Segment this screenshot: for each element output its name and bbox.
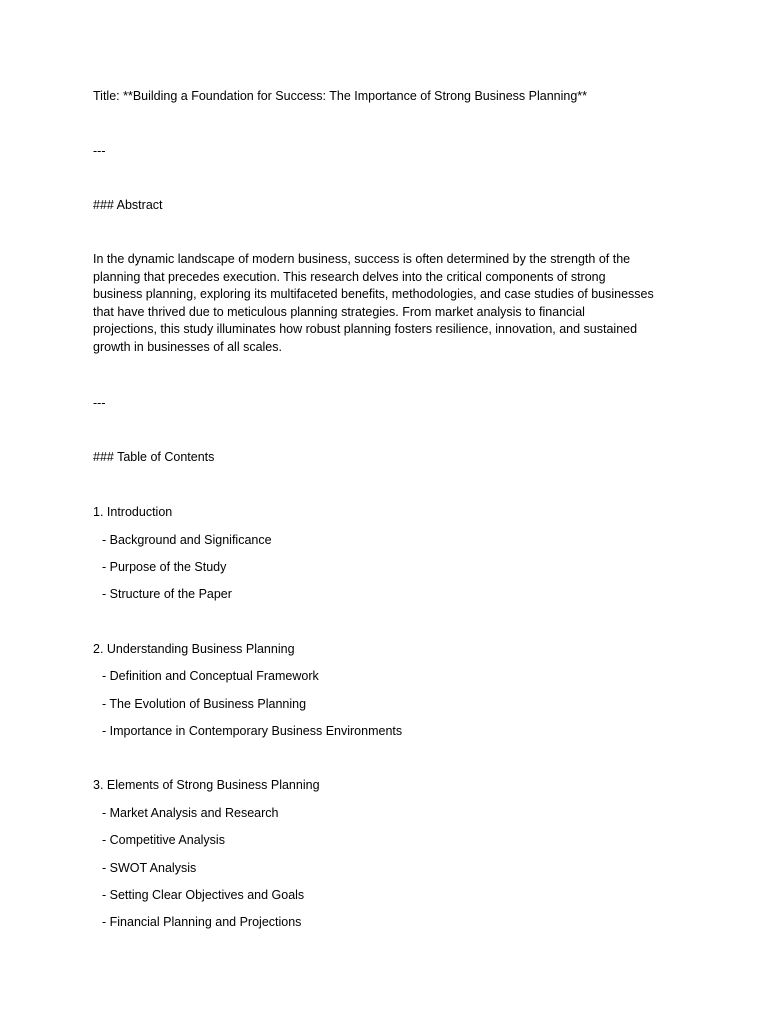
document-title: Title: **Building a Foundation for Success: The Importance of Strong Business Planning** <box>93 89 588 103</box>
toc-item: - SWOT Analysis <box>102 861 197 875</box>
abstract-heading: ### Abstract <box>93 198 163 212</box>
toc-item: - Background and Significance <box>102 533 272 547</box>
toc-section-heading: 2. Understanding Business Planning <box>93 642 295 656</box>
toc-item: - Definition and Conceptual Framework <box>102 669 319 683</box>
separator: --- <box>93 396 106 410</box>
toc-item: - Market Analysis and Research <box>102 806 279 820</box>
abstract-line: business planning, exploring its multifaceted benefits, methodologies, and case studies of businesses <box>93 287 654 302</box>
toc-item: - Purpose of the Study <box>102 560 227 574</box>
abstract-line: planning that precedes execution. This research delves into the critical components of strong <box>93 269 606 284</box>
toc-section-heading: 3. Elements of Strong Business Planning <box>93 778 320 792</box>
toc-heading: ### Table of Contents <box>93 450 215 464</box>
toc-item: - Competitive Analysis <box>102 833 225 847</box>
toc-section-heading: 1. Introduction <box>93 505 173 519</box>
separator: --- <box>93 144 106 158</box>
abstract-line: growth in businesses of all scales. <box>93 339 282 354</box>
toc-item: - The Evolution of Business Planning <box>102 697 307 711</box>
abstract-paragraph <box>93 251 683 357</box>
toc-item: - Importance in Contemporary Business Environments <box>102 724 403 738</box>
toc-item: - Financial Planning and Projections <box>102 915 302 929</box>
abstract-line: In the dynamic landscape of modern business, success is often determined by the strength of the <box>93 252 631 266</box>
abstract-line: that have thrived due to meticulous planning strategies. From market analysis to financial <box>93 304 585 319</box>
toc-item: - Setting Clear Objectives and Goals <box>102 888 305 902</box>
abstract-line: projections, this study illuminates how robust planning fosters resilience, innovation, and sustained <box>93 322 638 337</box>
toc-item: - Structure of the Paper <box>102 587 232 601</box>
